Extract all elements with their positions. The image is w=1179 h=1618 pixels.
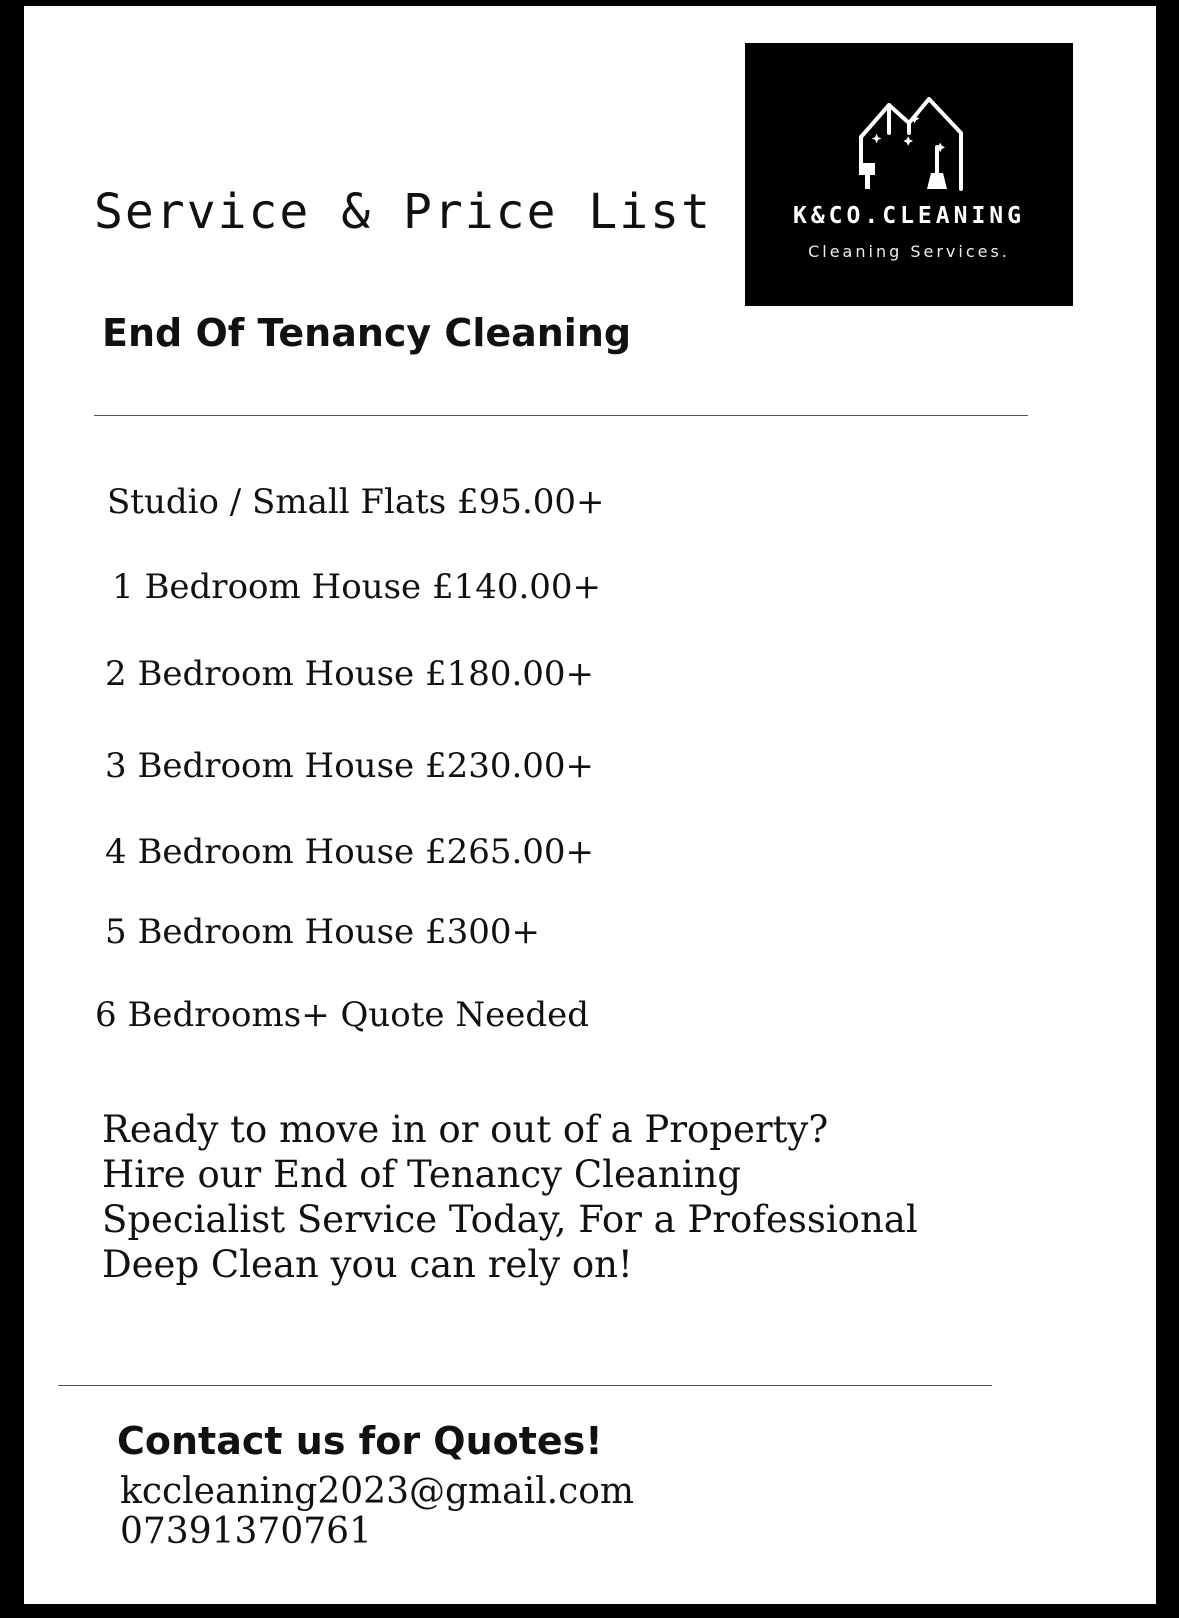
logo-brand-name: K&CO.CLEANING	[792, 203, 1025, 229]
price-list-sheet	[24, 6, 1156, 1604]
logo-tagline: Cleaning Services.	[808, 242, 1010, 261]
section-heading: End Of Tenancy Cleaning	[102, 311, 632, 355]
price-item-studio: Studio / Small Flats £95.00+	[107, 482, 605, 522]
contact-heading: Contact us for Quotes!	[117, 1419, 603, 1463]
price-item-1-bedroom: 1 Bedroom House £140.00+	[112, 567, 602, 607]
house-brush-broom-icon	[857, 93, 965, 195]
contact-email: kccleaning2023@gmail.com	[120, 1471, 635, 1512]
page-title: Service & Price List	[94, 184, 712, 240]
divider-top	[94, 415, 1028, 416]
price-item-5-bedroom: 5 Bedroom House £300+	[105, 912, 540, 952]
contact-phone: 07391370761	[120, 1511, 372, 1552]
price-item-3-bedroom: 3 Bedroom House £230.00+	[105, 746, 595, 786]
service-description: Ready to move in or out of a Property? Hire our End of Tenancy Cleaning Specialist Service Today, For a Professional Deep Clean you can rely on!	[102, 1108, 918, 1286]
price-item-4-bedroom: 4 Bedroom House £265.00+	[105, 832, 595, 872]
price-item-2-bedroom: 2 Bedroom House £180.00+	[105, 654, 595, 694]
company-logo	[745, 43, 1073, 306]
divider-bottom	[58, 1385, 992, 1386]
price-item-6-bedroom: 6 Bedrooms+ Quote Needed	[95, 995, 589, 1035]
